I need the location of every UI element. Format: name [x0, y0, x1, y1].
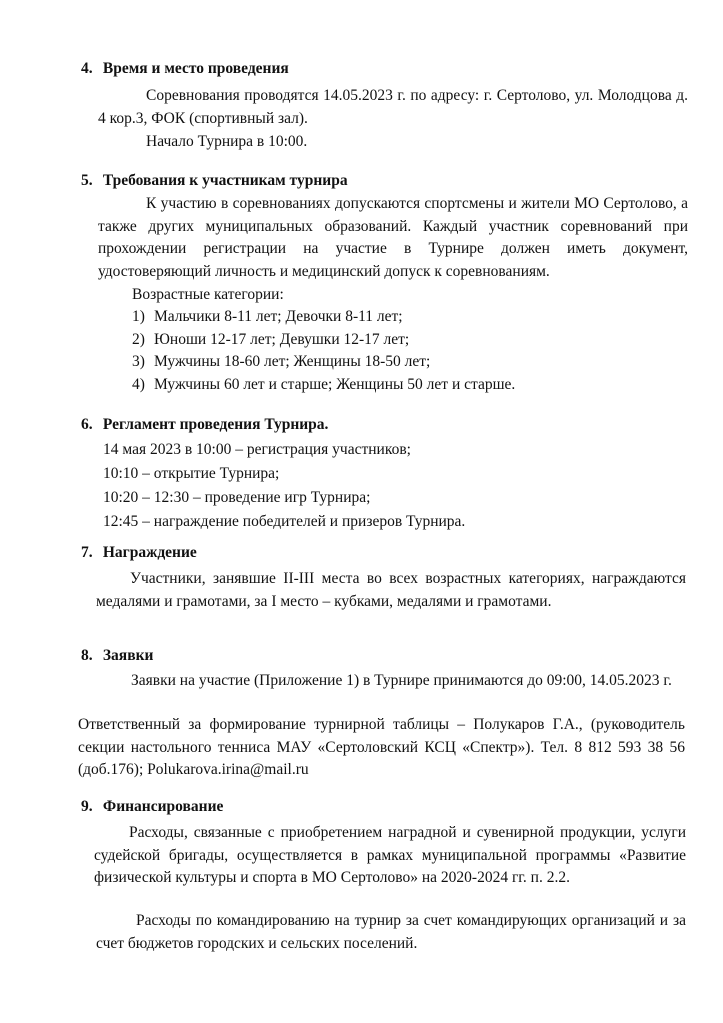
schedule-line: 10:10 – открытие Турнира;: [103, 465, 280, 482]
list-item-text: Мужчины 18-60 лет; Женщины 18-50 лет;: [154, 353, 431, 370]
schedule-line: 12:45 – награждение победителей и призеров Турнира.: [103, 513, 466, 530]
age-categories-title: Возрастные категории:: [132, 286, 284, 303]
section-9-heading: [81, 798, 223, 816]
section-title: Регламент проведения Турнира.: [102, 416, 329, 433]
list-item: [132, 376, 515, 394]
section-7-heading: [81, 544, 197, 562]
section-number: 5.: [81, 172, 93, 189]
schedule-line: 10:20 – 12:30 – проведение игр Турнира;: [103, 489, 371, 506]
list-item-text: Мужчины 60 лет и старше; Женщины 50 лет и старше.: [154, 376, 516, 393]
section-title: Награждение: [102, 544, 197, 561]
section-8-paragraph-1: Заявки на участие (Приложение 1) в Турнире принимаются до 09:00, 14.05.2023 г.: [131, 672, 672, 689]
list-item-number: 1): [132, 308, 145, 325]
list-item-text: Юноши 12-17 лет; Девушки 12-17 лет;: [154, 331, 410, 348]
schedule-line: 14 мая 2023 в 10:00 – регистрация участников;: [103, 441, 411, 458]
section-number: 7.: [81, 544, 93, 561]
section-title: Заявки: [102, 647, 154, 664]
section-5-paragraph-1: К участию в соревнованиях допускаются спортсмены и жители МО Сертолово, а также других муниципальных образований. Каждый участник соревнований при прохождении регистрации на участие в Турнире должен иметь документ, удостоверяющий личность и медицинский допуск к соревнованиям.: [98, 195, 688, 280]
section-8-contact: Ответственный за формирование турнирной таблицы – Полукаров Г.А., (руководитель секции настольного тенниса МАУ «Сертоловский КСЦ «Спектр»). Тел. 8 812 593 38 56 (доб.176); Polukarova.irina@mail.ru: [78, 716, 685, 778]
section-4-paragraph-2: Начало Турнира в 10:00.: [146, 133, 308, 150]
section-title: Требования к участникам турнира: [102, 172, 348, 189]
list-item: [132, 353, 430, 371]
section-number: 4.: [81, 60, 93, 77]
section-6-heading: [81, 416, 328, 434]
list-item: [132, 308, 403, 326]
section-7-paragraph-1: Участники, занявшие II-III места во всех возрастных категориях, награждаются медалями и грамотами, за I место – кубками, медалями и грамотами.: [96, 570, 686, 610]
section-9-paragraph-2: Расходы по командированию на турнир за счет командирующих организаций и за счет бюджетов городских и сельских поселений.: [96, 912, 686, 952]
list-item-number: 3): [132, 353, 145, 370]
section-number: 8.: [81, 647, 93, 664]
section-9-paragraph-1: Расходы, связанные с приобретением наградной и сувенирной продукции, услуги судейской бригады, осуществляется в рамках муниципальной программы «Развитие физической культуры и спорта в МО Сертолово» на 2020-2024 гг. п. 2.2.: [94, 824, 686, 886]
list-item-number: 4): [132, 376, 145, 393]
section-4-heading: [81, 60, 289, 78]
section-8-heading: [81, 647, 153, 665]
section-title: Время и место проведения: [102, 60, 289, 77]
list-item-number: 2): [132, 331, 145, 348]
list-item-text: Мальчики 8-11 лет; Девочки 8-11 лет;: [154, 308, 403, 325]
section-number: 9.: [81, 798, 93, 815]
section-number: 6.: [81, 416, 93, 433]
list-item: [132, 331, 409, 349]
section-5-heading: [81, 172, 348, 190]
section-title: Финансирование: [102, 798, 224, 815]
section-4-paragraph-1: Соревнования проводятся 14.05.2023 г. по адресу: г. Сертолово, ул. Молодцова д. 4 кор.3, ФОК (спортивный зал).: [98, 87, 688, 127]
